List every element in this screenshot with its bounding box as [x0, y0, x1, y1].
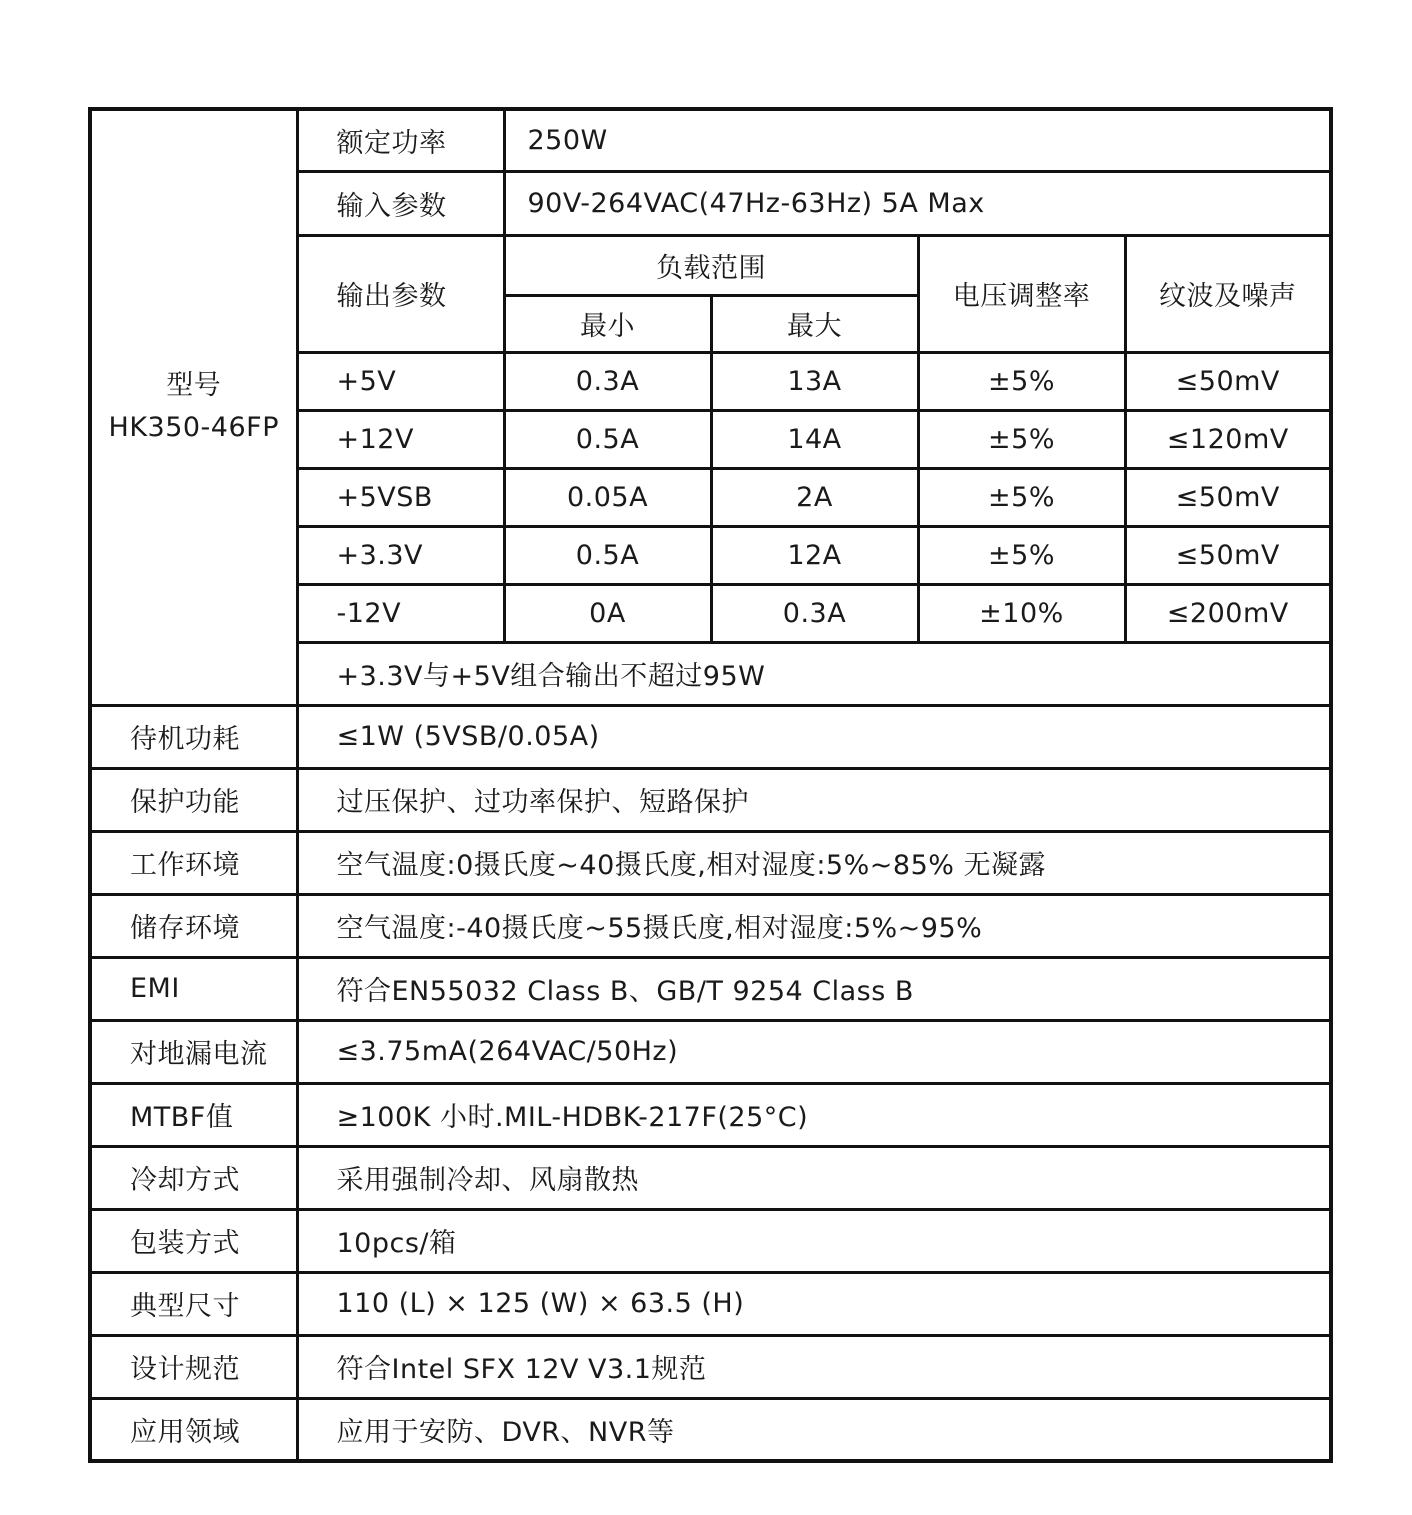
rail-regulation: ±5% [918, 352, 1125, 410]
spec-row [90, 957, 1331, 1020]
spec-label: 包装方式 [90, 1209, 297, 1272]
spec-value: 符合Intel SFX 12V V3.1规范 [297, 1335, 1331, 1398]
spec-value: 过压保护、过功率保护、短路保护 [297, 768, 1331, 831]
spec-label: 储存环境 [90, 894, 297, 957]
spec-row [90, 831, 1331, 894]
spec-label: 对地漏电流 [90, 1020, 297, 1083]
spec-label: EMI [90, 957, 297, 1020]
rail-regulation: ±5% [918, 468, 1125, 526]
spec-table [88, 107, 1333, 1463]
model-value: HK350-46FP [108, 412, 279, 444]
rail-ripple: ≤200mV [1125, 584, 1331, 642]
spec-row [90, 1335, 1331, 1398]
rail-max: 12A [711, 526, 918, 584]
spec-row [90, 1209, 1331, 1272]
spec-row [90, 1083, 1331, 1146]
spec-value: 采用强制冷却、风扇散热 [297, 1146, 1331, 1209]
rail-ripple: ≤50mV [1125, 526, 1331, 584]
spec-value: 符合EN55032 Class B、GB/T 9254 Class B [297, 957, 1331, 1020]
rail-max: 13A [711, 352, 918, 410]
spec-value: ≥100K 小时.MIL-HDBK-217F(25°C) [297, 1083, 1331, 1146]
rail-ripple: ≤120mV [1125, 410, 1331, 468]
ripple-noise-header: 纹波及噪声 [1125, 235, 1331, 352]
combined-output-note: +3.3V与+5V组合输出不超过95W [297, 642, 1331, 705]
rail-name: -12V [297, 584, 504, 642]
load-range-header: 负载范围 [504, 235, 918, 295]
spec-value: 空气温度:-40摄氏度~55摄氏度,相对湿度:5%~95% [297, 894, 1331, 957]
rail-regulation: ±10% [918, 584, 1125, 642]
spec-label: MTBF值 [90, 1083, 297, 1146]
spec-label: 典型尺寸 [90, 1272, 297, 1335]
rated-power-label: 额定功率 [297, 109, 504, 171]
rail-min: 0A [504, 584, 711, 642]
rail-max: 14A [711, 410, 918, 468]
rail-ripple: ≤50mV [1125, 468, 1331, 526]
rated-power-value: 250W [504, 109, 1331, 171]
spec-row [90, 768, 1331, 831]
spec-label: 待机功耗 [90, 705, 297, 768]
rail-regulation: ±5% [918, 410, 1125, 468]
rail-ripple: ≤50mV [1125, 352, 1331, 410]
rail-max: 2A [711, 468, 918, 526]
output-params-label: 输出参数 [297, 235, 504, 352]
spec-row [90, 894, 1331, 957]
input-params-value: 90V-264VAC(47Hz-63Hz) 5A Max [504, 171, 1331, 235]
voltage-regulation-header: 电压调整率 [918, 235, 1125, 352]
rail-min: 0.5A [504, 410, 711, 468]
spec-label: 工作环境 [90, 831, 297, 894]
rail-min: 0.05A [504, 468, 711, 526]
spec-row [90, 1146, 1331, 1209]
spec-row [90, 1020, 1331, 1083]
spec-row [90, 705, 1331, 768]
model-label: 型号 [166, 370, 222, 402]
min-header: 最小 [504, 295, 711, 352]
spec-value: 10pcs/箱 [297, 1209, 1331, 1272]
spec-value: ≤1W (5VSB/0.05A) [297, 705, 1331, 768]
model-cell [90, 109, 297, 705]
rail-min: 0.5A [504, 526, 711, 584]
spec-label: 冷却方式 [90, 1146, 297, 1209]
spec-label: 应用领域 [90, 1398, 297, 1461]
spec-label: 保护功能 [90, 768, 297, 831]
input-params-label: 输入参数 [297, 171, 504, 235]
spec-value: ≤3.75mA(264VAC/50Hz) [297, 1020, 1331, 1083]
rail-name: +5V [297, 352, 504, 410]
spec-row [90, 1272, 1331, 1335]
max-header: 最大 [711, 295, 918, 352]
spec-row [90, 1398, 1331, 1461]
rail-name: +3.3V [297, 526, 504, 584]
spec-value: 110 (L) × 125 (W) × 63.5 (H) [297, 1272, 1331, 1335]
rail-regulation: ±5% [918, 526, 1125, 584]
rail-name: +12V [297, 410, 504, 468]
spec-value: 应用于安防、DVR、NVR等 [297, 1398, 1331, 1461]
rail-min: 0.3A [504, 352, 711, 410]
rail-max: 0.3A [711, 584, 918, 642]
rail-name: +5VSB [297, 468, 504, 526]
spec-label: 设计规范 [90, 1335, 297, 1398]
spec-value: 空气温度:0摄氏度~40摄氏度,相对湿度:5%~85% 无凝露 [297, 831, 1331, 894]
